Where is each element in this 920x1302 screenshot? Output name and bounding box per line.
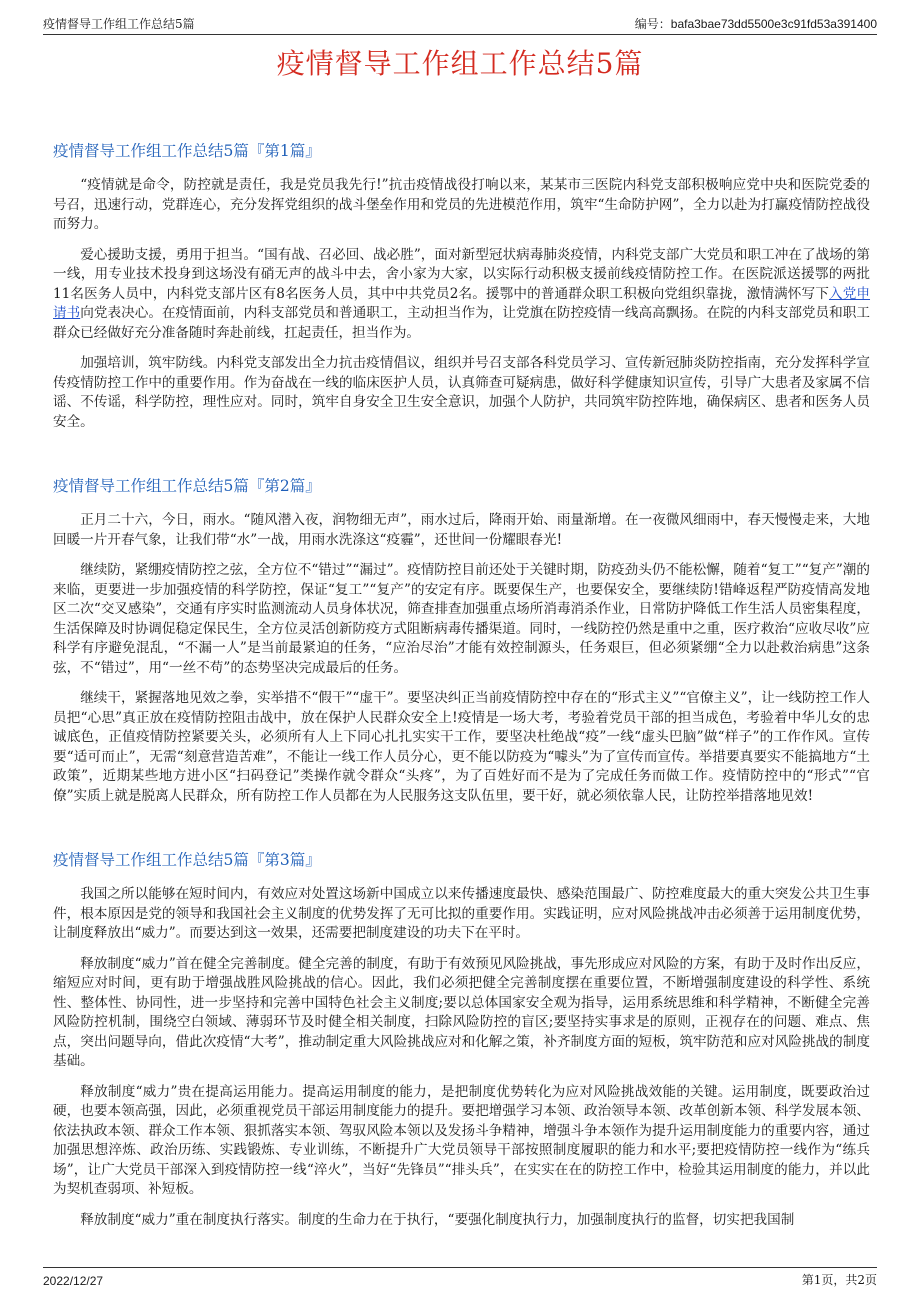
- paragraph: 释放制度“威力”重在制度执行落实。制度的生命力在于执行，“要强化制度执行力，加强制度执行的监督，切实把我国制: [80, 1211, 795, 1228]
- application-link[interactable]: 入党申请书: [53, 285, 871, 321]
- paragraph: 正月二十六，今日，雨水。“随风潜入夜，润物细无声”，雨水过后，降雨开始、雨量渐增。在一夜微风细雨中，春天慢慢走来，大地回暖一片开春气象，让我们带“水”一战，用雨水洗涤这“疫霾”，还世间一份耀眼春光!: [53, 512, 870, 548]
- paragraph: “疫情就是命令，防控就是责任，我是党员我先行!”抗击疫情战役打响以来，某某市三医院内科党支部积极响应党中央和医院党委的号召，迅速行动，党群连心，充分发挥党组织的战斗堡垒作用和党员的先进模范作用，筑牢“生命防护网”，全力以赴为打赢疫情防控战役而努力。: [53, 177, 870, 232]
- document-title: 疫情督导工作组工作总结5篇: [276, 47, 644, 80]
- section-title: 疫情督导工作组工作总结5篇『第2篇』: [53, 477, 321, 495]
- footer-date: 2022/12/27: [43, 1274, 104, 1288]
- paragraph: 释放制度“威力”贵在提高运用能力。提高运用制度的能力，是把制度优势转化为应对风险挑战效能的关键。运用制度，既要政治过硬，也要本领高强，因此，必须重视党员干部运用制度能力的提升。要把增强学习本领、政治领导本领、改革创新本领、科学发展本领、依法执政本领、群众工作本领、狠抓落实本领、驾驭风险本领以及发扬斗争精神，增强斗争本领作为提升运用制度能力的重要内容，通过加强思想淬炼、政治历练、实践锻炼、专业训练，不断提升广大党员领导干部按照制度履职的能力和水平;要把疫情防控一线作为“练兵场”，让广大党员干部深入到疫情防控一线“淬火”，当好“先锋员”“排头兵”，在实实在在的防控工作中，检验其运用制度的能力，并以此为契机查弱项、补短板。: [53, 1083, 870, 1197]
- paragraph-with-link: [53, 246, 870, 344]
- paragraph: 释放制度“威力”首在健全完善制度。健全完善的制度，有助于有效预见风险挑战，事先形成应对风险的方案，有助于及时作出反应，缩短应对时间，更有助于增强战胜风险挑战的信心。因此，我们必须把健全完善制度摆在重要位置，不断增强制度建设的科学性、系统性、整体性、协同性，进一步坚持和完善中国特色社会主义制度;要以总体国家安全观为指导，运用系统思维和科学精神，不断健全完善风险防控机制，围绕空白领域、薄弱环节及时健全相关制度，扫除风险防控的盲区;要坚持实事求是的原则，正视存在的问题、难点、焦点，突出问题导向，借此次疫情“大考”，推动制定重大风险挑战应对和化解之策，补齐制度方面的短板，筑牢防范和应对风险挑战的制度基础。: [53, 955, 870, 1069]
- section-title: 疫情督导工作组工作总结5篇『第1篇』: [53, 142, 321, 160]
- paragraph: 加强培训，筑牢防线。内科党支部发出全力抗击疫情倡议，组织并号召支部各科党员学习、宣传新冠肺炎防控指南，充分发挥科学宣传疫情防控工作中的重要作用。作为奋战在一线的临床医护人员，认真筛查可疑病患，做好科学健康知识宣传，引导广大患者及家属不信谣、不传谣，科学防控，理性应对。同时，筑牢自身安全卫生安全意识，加强个人防护，共同筑牢防控阵地，确保病区、患者和医务人员安全。: [53, 355, 870, 430]
- page-footer: [43, 1267, 877, 1288]
- section-1: [53, 140, 870, 432]
- paragraph: 我国之所以能够在短时间内，有效应对处置这场新中国成立以来传播速度最快、感染范围最广、防控难度最大的重大突发公共卫生事件，根本原因是党的领导和我国社会主义制度的优势发挥了无可比拟的重要作用。实践证明，应对风险挑战冲击必须善于运用制度优势，让制度释放出“威力”。而要达到这一效果，还需要把制度建设的功夫下在平时。: [53, 886, 870, 941]
- page-number: 第1页，共2页: [801, 1273, 877, 1287]
- header-doc-number: 编号：bafa3bae73dd5500e3c91fd53a391400: [634, 17, 877, 31]
- page-header: [43, 10, 877, 35]
- section-title: 疫情督导工作组工作总结5篇『第3篇』: [53, 851, 321, 869]
- paragraph: 继续干，紧握落地见效之拳，实举措不“假干”“虚干”。要坚决纠正当前疫情防控中存在的“形式主义”“官僚主义”，让一线防控工作人员把“心思”真正放在疫情防控阻击战中，放在保护人民群众安全上!疫情是一场大考，考验着党员干部的担当成色，考验着中华儿女的忠诚底色，正值疫情防控紧要关头，必须所有人上下同心扎扎实实干工作，要坚决杜绝战“疫”一线“虚头巴脑”做“样子”的工作作风。宣传要“适可而止”，无需“刻意营造苦难”，不能让一线工作人员分心，更不能以防疫为“噱头”为了宣传而宣传。举措要真要实不能搞地方“土政策”，近期某些地方进小区“扫码登记”类操作就令群众“头疼”，为了百姓好而不是为了完成任务而做工作。疫情防控中的“形式”“官僚”实质上就是脱离人民群众，所有防控工作人员都在为人民服务这支队伍里，要干好，就必须依靠人民，让防控举措落地见效!: [53, 690, 870, 804]
- header-doc-title: 疫情督导工作组工作总结5篇: [43, 17, 195, 31]
- document-body: [53, 140, 870, 1241]
- paragraph-text: 向党表决心。在疫情面前，内科支部党员和普通职工，主动担当作为，让党旗在防控疫情一线高高飘扬。在院的内科支部党员和职工群众已经做好充分准备随时奔赴前线，扛起责任，担当作为。: [53, 305, 870, 341]
- section-3: [53, 849, 870, 1230]
- paragraph: 继续防，紧绷疫情防控之弦，全方位不“错过”“漏过”。疫情防控目前还处于关键时期，防疫劲头仍不能松懈，随着“复工”“复产”潮的来临，更要进一步加强疫情的科学防控，保证“复工”“复产”的安定有序。既要保生产，也要保安全，要继续防!错峰返程严防疫情高发地区二次“交叉感染”，交通有序实时监测流动人员身体状况，筛查排查加强重点场所消毒消杀作业，日常防护降低工作生活人员密集程度，生活保障及时协调促稳定保民生，全方位灵活创新防疫方式阻断病毒传播渠道。同时，一线防控仍然是重中之重，医疗救治“应收尽收”应科学有序避免混乱，“不漏一人”是当前最紧迫的任务，“应治尽治”才能有效控制源头，任务艰巨，但必须紧绷“全力以赴救治病患”这条弦，不“错过”，用“一丝不苟”的态势坚决完成最后的任务。: [53, 562, 870, 676]
- paragraph-text: 爱心援助支援，勇用于担当。“国有战、召必回、战必胜”，面对新型冠状病毒肺炎疫情，内科党支部广大党员和职工冲在了战场的第一线，用专业技术投身到这场没有硝无声的战斗中去，舍小家为大家，以实际行动积极支援前线疫情防控工作。在医院派送援鄂的两批11名医务人员中，内科党支部片区有8名医务人员，其中中共党员2名。援鄂中的普通群众职工积极向党组织靠拢，激情满怀写下: [53, 246, 870, 302]
- section-2: [53, 475, 870, 806]
